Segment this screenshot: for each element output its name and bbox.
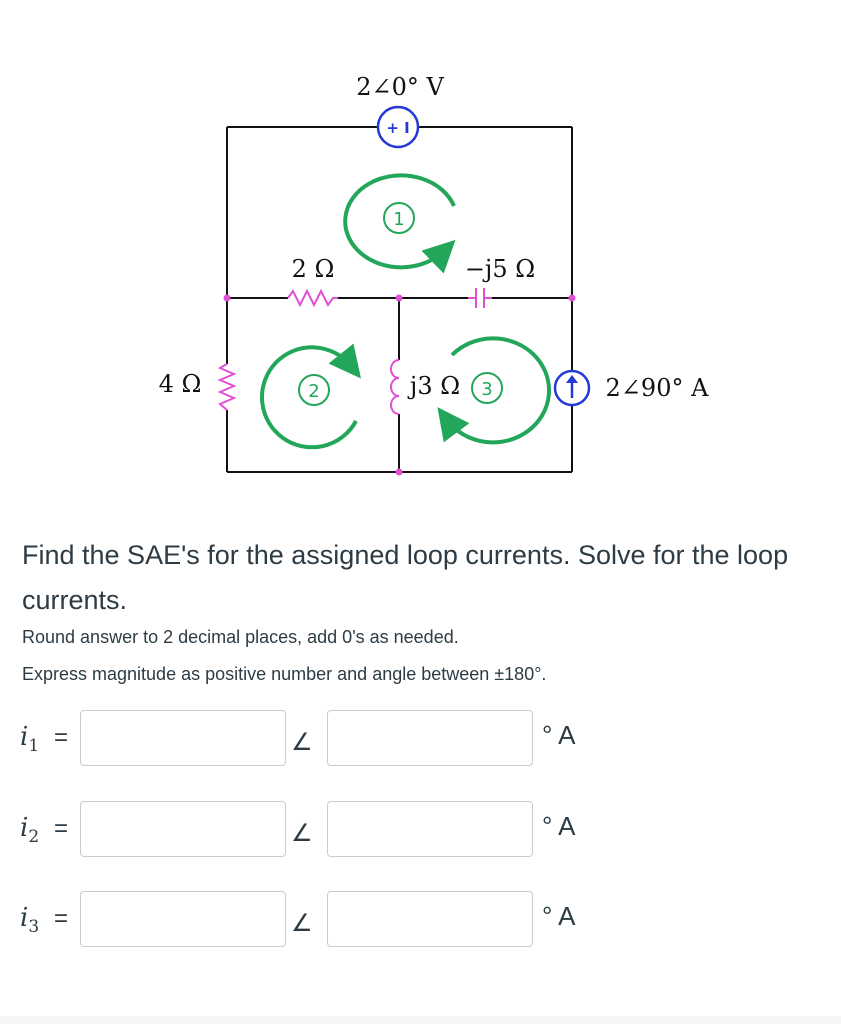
voltage-source-symbol: + I (386, 119, 410, 137)
i2-angle-input[interactable] (327, 801, 533, 857)
capacitor-label: −j5 Ω (464, 255, 536, 283)
angle-symbol: ∠ (291, 729, 313, 756)
i1-magnitude-input[interactable] (80, 710, 286, 766)
question-text: Find the SAE's for the assigned loop currents. Solve for the loop currents. (22, 540, 789, 615)
current-source (555, 371, 589, 405)
resistor-2-label: 2 Ω (291, 255, 335, 283)
angle-symbol: ∠ (291, 820, 313, 847)
unit-label: ° A (542, 901, 576, 931)
voltage-source-label: 2∠0° V (356, 73, 444, 101)
current-source-label: 2∠90° A (605, 374, 709, 402)
resistor-4-ohm (220, 364, 234, 410)
inductor-label: j3 Ω (409, 372, 461, 400)
loop-1 (345, 175, 454, 267)
equals-sign: = (54, 815, 69, 842)
unit-label: ° A (542, 811, 576, 841)
inductor (391, 360, 399, 414)
rounding-instruction: Round answer to 2 decimal places, add 0's as needed. (22, 627, 459, 647)
loop-2 (262, 347, 356, 447)
bottom-divider (0, 1016, 841, 1024)
angle-symbol: ∠ (291, 910, 313, 937)
equals-sign: = (54, 905, 69, 932)
loop-3 (447, 338, 549, 442)
i1-angle-input[interactable] (327, 710, 533, 766)
answer-row-i1 (0, 710, 841, 770)
unit-label: ° A (542, 720, 576, 750)
capacitor (468, 288, 492, 308)
i3-magnitude-input[interactable] (80, 891, 286, 947)
i2-magnitude-input[interactable] (80, 801, 286, 857)
equals-sign: = (54, 724, 69, 751)
answer-row-i2 (0, 801, 841, 861)
loop-2-label: 2 (308, 381, 320, 402)
resistor-2-ohm (288, 291, 338, 305)
loop-3-label: 3 (481, 379, 493, 400)
voltage-source (378, 107, 418, 147)
resistor-4-label: 4 Ω (158, 370, 202, 398)
variable-i2: $i_2$ (20, 813, 40, 848)
answer-row-i3 (0, 891, 841, 951)
loop-1-label: 1 (393, 209, 405, 230)
variable-i1: $i_1$ (20, 722, 40, 757)
express-instruction: Express magnitude as positive number and angle between ±180°. (22, 664, 547, 684)
variable-i3: $i_3$ (20, 903, 40, 938)
i3-angle-input[interactable] (327, 891, 533, 947)
